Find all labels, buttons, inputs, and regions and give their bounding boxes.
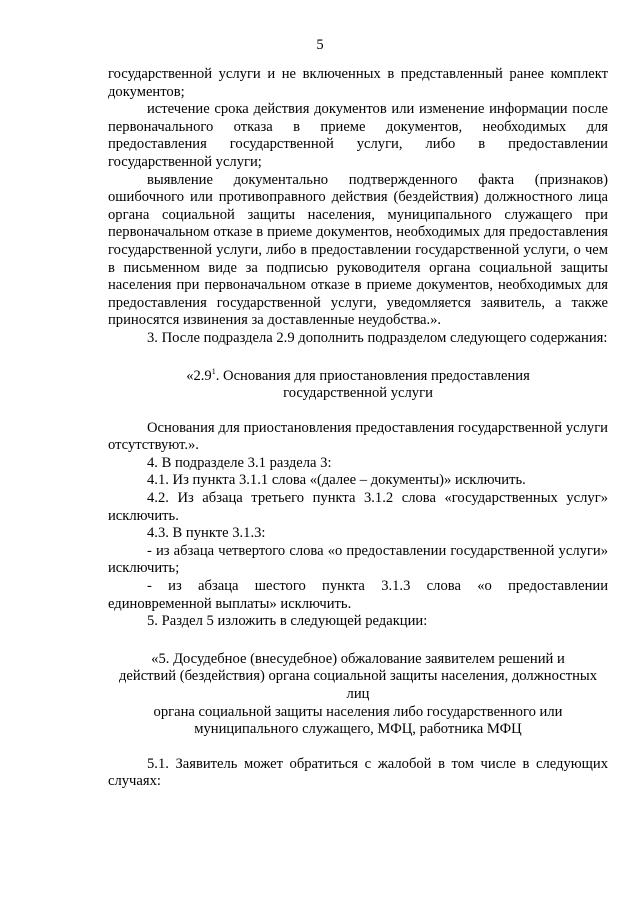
paragraph: истечение срока действия документов или изменение информации после первоначального отказа в приеме документов, необходимых для предоставления государственной услуги, либо в предоставлении государственной услуги; — [108, 101, 608, 170]
heading-line: органа социальной защиты населения либо государственного или — [153, 703, 563, 720]
heading-superscript: 1 — [211, 366, 216, 376]
heading-line: действий (бездействия) органа социальной защиты населения, должностных — [118, 668, 598, 685]
page-number: 5 — [316, 37, 324, 53]
heading-line: лиц — [346, 686, 370, 702]
paragraph-group-top — [108, 66, 608, 348]
paragraph: 4.3. В пункте 3.1.3: — [147, 525, 266, 542]
heading-line: «5. Досудебное (внесудебное) обжалование заявителем решений и — [151, 650, 565, 667]
paragraph: - из абзаца шестого пункта 3.1.3 слова «о предоставлении единовременной выплаты» исключить. — [108, 578, 608, 612]
paragraph: - из абзаца четвертого слова «о предоставлении государственной услуги» исключить; — [108, 542, 608, 577]
heading-line-rest: . Основания для приостановления предоставления — [215, 367, 530, 384]
paragraph: 5.1. Заявитель может обратиться с жалобой в том числе в следующих случаях: — [108, 755, 608, 790]
paragraph: 4.1. Из пункта 3.1.1 слова «(далее – документы)» исключить. — [147, 472, 526, 489]
heading-prefix: «2.9 — [186, 367, 212, 384]
document-body — [108, 66, 608, 791]
paragraph-group-bottom — [108, 756, 608, 791]
paragraph: 4.2. Из абзаца третьего пункта 3.1.2 слова «государственных услуг» исключить. — [108, 490, 608, 524]
paragraph-group-middle — [108, 420, 608, 631]
paragraph: государственной услуги и не включенных в представленный ранее комплект документов; — [108, 66, 608, 100]
heading-line — [108, 368, 608, 386]
heading-line: государственной услуги — [283, 385, 433, 402]
section-heading-2-9 — [108, 368, 608, 403]
paragraph: 4. В подразделе 3.1 раздела 3: — [147, 454, 332, 471]
paragraph: Основания для приостановления предоставления государственной услуги отсутствуют.». — [108, 419, 608, 454]
paragraph: выявление документально подтвержденного факта (признаков) ошибочного или противоправного действия (бездействия) должностного лица органа социальной защиты населения, муниципального служащего при первоначальном отказе в приеме документов, необходимых для предоставления государственной услуги, либо в предоставлении государственной услуги, о чем в письменном виде за подписью руководителя органа социальной защиты населения при первоначальном отказе в приеме документов, необходимых для предоставления государственной услуги, уведомляется заявитель, а также приносятся извинения за доставленные неудобства.». — [108, 171, 608, 329]
paragraph: 5. Раздел 5 изложить в следующей редакции: — [147, 613, 428, 630]
paragraph: 3. После подраздела 2.9 дополнить подразделом следующего содержания: — [147, 329, 608, 346]
section-heading-5 — [108, 651, 608, 739]
heading-line: муниципального служащего, МФЦ, работника МФЦ — [194, 721, 522, 738]
